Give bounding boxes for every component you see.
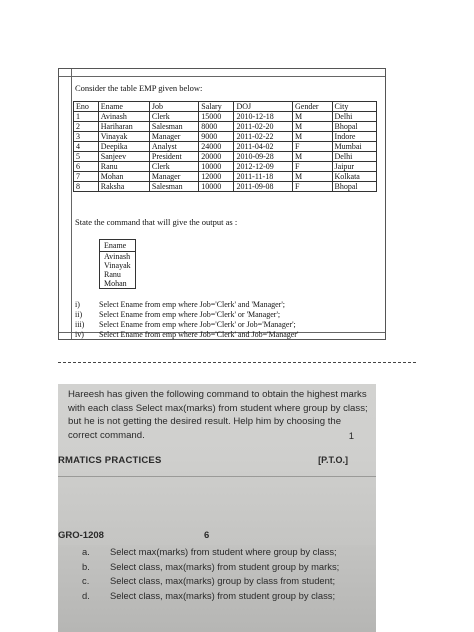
option-letter: c. <box>82 575 90 586</box>
output-row: Vinayak <box>100 261 136 270</box>
table-cell: Mumbai <box>332 142 376 152</box>
output-table <box>99 239 136 289</box>
table-cell: Analyst <box>149 142 198 152</box>
table-cell: 8000 <box>199 122 234 132</box>
table-row <box>74 152 377 162</box>
table-cell: Mohan <box>98 172 149 182</box>
table-row <box>74 112 377 122</box>
table-cell: 2011-11-18 <box>234 172 293 182</box>
table-cell: 20000 <box>199 152 234 162</box>
table-cell: 2011-09-08 <box>234 182 293 192</box>
table-cell: 9000 <box>199 132 234 142</box>
table-cell: F <box>293 162 333 172</box>
table-cell: 3 <box>74 132 99 142</box>
table-cell: Vinayak <box>98 132 149 142</box>
table-cell: M <box>293 152 333 162</box>
header-cell: Eno <box>74 102 99 112</box>
table-cell: Hariharan <box>98 122 149 132</box>
table-cell: Jaipur <box>332 162 376 172</box>
answer-option <box>75 310 298 320</box>
option-number: iii) <box>75 320 85 329</box>
emp-table <box>73 101 377 192</box>
table-cell: 5 <box>74 152 99 162</box>
table-cell: Manager <box>149 172 198 182</box>
option-text: Select class, max(marks) group by class from student; <box>110 575 336 586</box>
header-cell: Salary <box>199 102 234 112</box>
page-number: 6 <box>204 530 210 541</box>
table-cell: 10000 <box>199 182 234 192</box>
table-row <box>74 122 377 132</box>
answer-option <box>82 545 339 560</box>
table-cell: Salesman <box>149 122 198 132</box>
table-cell: Delhi <box>332 112 376 122</box>
table-cell: Deepika <box>98 142 149 152</box>
table-row <box>74 162 377 172</box>
table-cell: 1 <box>74 112 99 122</box>
table-cell: 10000 <box>199 162 234 172</box>
question2-marks: 1 <box>348 431 354 442</box>
question2-options <box>82 545 339 603</box>
option-text: Select max(marks) from student where group by class; <box>110 546 337 557</box>
table-cell: 6 <box>74 162 99 172</box>
question-box <box>58 68 386 340</box>
table-cell: Sanjeev <box>98 152 149 162</box>
option-letter: d. <box>82 589 90 601</box>
table-cell: Clerk <box>149 162 198 172</box>
option-text: Select Ename from emp where Job='Clerk' and 'Manager'; <box>99 300 285 309</box>
answer-options <box>75 300 298 340</box>
answer-option <box>82 589 339 604</box>
table-cell: 24000 <box>199 142 234 152</box>
table-cell: Manager <box>149 132 198 142</box>
table-cell: Ranu <box>98 162 149 172</box>
output-row: Avinash <box>100 252 136 262</box>
answer-option <box>75 330 298 340</box>
table-cell: Salesman <box>149 182 198 192</box>
option-letter: a. <box>82 546 90 557</box>
footer-subject: RMATICS PRACTICES <box>58 455 162 466</box>
table-cell: Delhi <box>332 152 376 162</box>
table-cell: Indore <box>332 132 376 142</box>
option-number: ii) <box>75 310 83 319</box>
option-number: iv) <box>75 330 84 339</box>
table-cell: 12000 <box>199 172 234 182</box>
table-cell: Clerk <box>149 112 198 122</box>
answer-option <box>82 560 339 575</box>
table-cell: 15000 <box>199 112 234 122</box>
paper-code: GRO-1208 <box>58 530 104 541</box>
option-text: Select class, max(marks) from student group by marks; <box>110 560 340 572</box>
answer-option <box>82 574 339 589</box>
table-cell: Avinash <box>98 112 149 122</box>
output-header: Ename <box>100 240 136 252</box>
table-cell: F <box>293 142 333 152</box>
table-cell: 4 <box>74 142 99 152</box>
table-cell: M <box>293 122 333 132</box>
table-cell: Kolkata <box>332 172 376 182</box>
table-row <box>74 182 377 192</box>
table-row <box>74 172 377 182</box>
option-text: Select Ename from emp where Job='Clerk' and Job='Manager' <box>99 330 299 339</box>
header-cell: DOJ <box>234 102 293 112</box>
table-cell: President <box>149 152 198 162</box>
dashed-separator <box>58 362 416 363</box>
question-intro: Consider the table EMP given below: <box>75 83 203 93</box>
question2-text: Hareesh has given the following command to obtain the highest marks with each class Select max(marks) from student where group by class; but he is not getting the desired result. Help him by choosing the correct command. <box>68 389 368 441</box>
header-cell: Ename <box>98 102 149 112</box>
table-cell: Bhopal <box>332 182 376 192</box>
table-cell: 2010-09-28 <box>234 152 293 162</box>
option-text: Select Ename from emp where Job='Clerk' or Job='Manager'; <box>99 320 296 329</box>
output-row: Mohan <box>100 279 136 289</box>
table-cell: M <box>293 172 333 182</box>
output-row: Ranu <box>100 270 136 279</box>
header-cell: City <box>332 102 376 112</box>
table-cell: 2 <box>74 122 99 132</box>
answer-option <box>75 320 298 330</box>
emp-table-body <box>74 112 377 192</box>
question-photo <box>58 384 376 632</box>
option-text: Select class, max(marks) from student group by class; <box>110 589 336 601</box>
box-margin-rule <box>71 69 72 339</box>
table-cell: 2012-12-09 <box>234 162 293 172</box>
table-cell: F <box>293 182 333 192</box>
answer-option <box>75 300 298 310</box>
table-cell: M <box>293 112 333 122</box>
header-cell: Job <box>149 102 198 112</box>
table-row <box>74 132 377 142</box>
table-cell: 2011-02-22 <box>234 132 293 142</box>
table-cell: 2011-02-20 <box>234 122 293 132</box>
option-letter: b. <box>82 560 90 572</box>
table-cell: M <box>293 132 333 142</box>
table-cell: Bhopal <box>332 122 376 132</box>
option-number: i) <box>75 300 80 309</box>
footer-pto: [P.T.O.] <box>318 455 348 465</box>
option-text: Select Ename from emp where Job='Clerk' or 'Manager'; <box>99 310 281 319</box>
table-cell: 7 <box>74 172 99 182</box>
page-break-line <box>58 476 376 477</box>
table-row <box>74 142 377 152</box>
emp-table-header <box>74 102 377 112</box>
question-prompt: State the command that will give the output as : <box>75 217 238 227</box>
table-cell: Raksha <box>98 182 149 192</box>
table-cell: 8 <box>74 182 99 192</box>
header-cell: Gender <box>293 102 333 112</box>
box-top-rule <box>59 76 385 77</box>
table-cell: 2011-04-02 <box>234 142 293 152</box>
table-cell: 2010-12-18 <box>234 112 293 122</box>
